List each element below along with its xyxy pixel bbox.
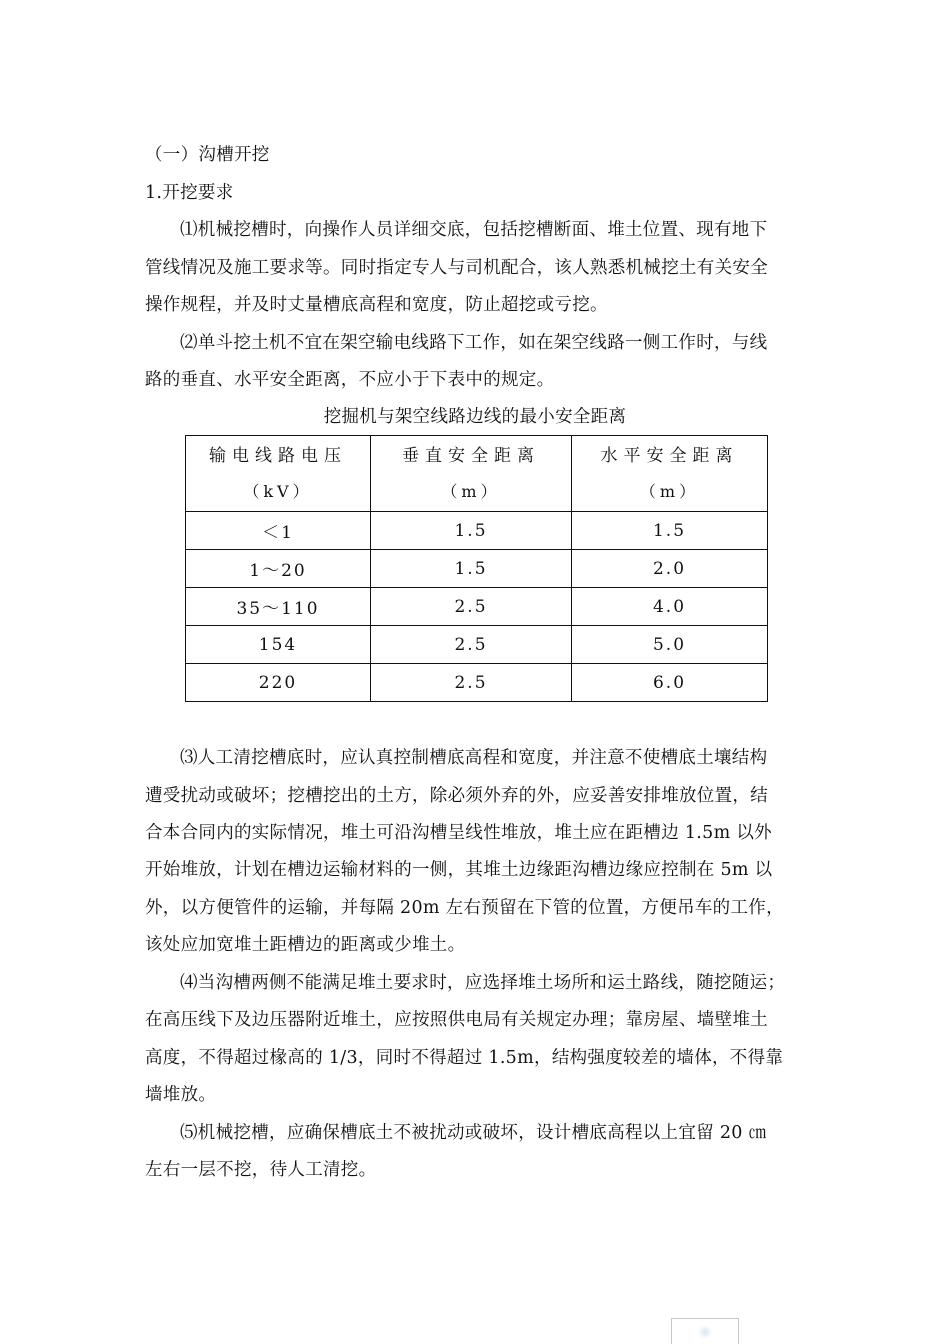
table-caption: 挖掘机与架空线路边线的最小安全距离 <box>323 407 627 427</box>
paragraph-4-line-3: 高度，不得超过椽高的 1/3，同时不得超过 1.5m，结构强度较差的墙体，不得靠 <box>145 1048 784 1068</box>
table-cell: 1.5 <box>572 512 768 550</box>
paragraph-4-line-2: 在高压线下及边压器附近堆土，应按照供电局有关规定办理；靠房屋、墙壁堆土 <box>145 1010 768 1030</box>
table-row <box>186 588 768 626</box>
header-voltage-unit: （kV） <box>243 481 313 501</box>
paragraph-3-line-2: 遭受扰动或破坏；挖槽挖出的土方，除必须外弃的外，应妥善安排堆放位置，结 <box>145 786 768 806</box>
paragraph-3-line-5: 外，以方便管件的运输，并每隔 20m 左右预留在下管的位置，方便吊车的工作， <box>145 898 784 918</box>
header-vertical-label: 垂直安全距离 <box>402 445 540 466</box>
table-row <box>186 512 768 550</box>
safety-distance-table <box>185 435 768 702</box>
table-cell: 2.5 <box>371 588 572 626</box>
table-row <box>186 664 768 702</box>
subsection-heading: 1.开挖要求 <box>145 183 234 203</box>
table-cell: 5.0 <box>572 626 768 664</box>
table-header-row <box>186 436 768 512</box>
header-vertical-unit: （m） <box>441 481 501 501</box>
paragraph-1-line-3: 操作规程，并及时丈量槽底高程和宽度，防止超挖或亏挖。 <box>145 295 608 315</box>
header-horizontal-label: 水平安全距离 <box>600 445 739 466</box>
paragraph-5-line-1: ⑸机械挖槽，应确保槽底土不被扰动或破坏，设计槽底高程以上宜留 20 ㎝ <box>180 1123 767 1143</box>
paragraph-2-line-1: ⑵单斗挖土机不宜在架空输电线路下工作，如在架空线路一侧工作时，与线 <box>180 333 768 353</box>
table-row <box>186 550 768 588</box>
table-cell: 4.0 <box>572 588 768 626</box>
table-cell: ＜1 <box>186 512 371 550</box>
paragraph-3-line-6: 该处应加宽堆土距槽边的距离或少堆土。 <box>145 935 466 955</box>
table-cell: 2.5 <box>371 664 572 702</box>
table-cell: 220 <box>186 664 371 702</box>
table-row <box>186 626 768 664</box>
table-cell: 35～110 <box>186 588 371 626</box>
table-cell: 1.5 <box>371 550 572 588</box>
paragraph-3-line-4: 开始堆放，计划在槽边运输材料的一侧，其堆土边缘距沟槽边缘应控制在 5m 以 <box>145 860 773 880</box>
page-corner-box <box>671 1318 739 1344</box>
paragraph-3-line-3: 合本合同内的实际情况，堆土可沿沟槽呈线性堆放，堆土应在距槽边 1.5m 以外 <box>145 823 772 843</box>
paragraph-4-line-4: 墙堆放。 <box>145 1085 217 1105</box>
table-header-cell <box>371 436 572 512</box>
header-horizontal-unit: （m） <box>639 481 700 501</box>
paragraph-1-line-2: 管线情况及施工要求等。同时指定专人与司机配合，该人熟悉机械挖土有关安全 <box>145 258 768 278</box>
table-cell: 2.0 <box>572 550 768 588</box>
paragraph-2-line-2: 路的垂直、水平安全距离，不应小于下表中的规定。 <box>145 370 555 390</box>
table-cell: 154 <box>186 626 371 664</box>
header-voltage-label: 输电线路电压 <box>209 445 347 466</box>
table-cell: 2.5 <box>371 626 572 664</box>
table-cell: 1.5 <box>371 512 572 550</box>
table-header-cell <box>572 436 768 512</box>
paragraph-4-line-1: ⑷当沟槽两侧不能满足堆土要求时，应选择堆土场所和运土路线，随挖随运； <box>180 973 786 993</box>
paragraph-5-line-2: 左右一层不挖，待人工清挖。 <box>145 1160 377 1180</box>
table-cell: 6.0 <box>572 664 768 702</box>
table-cell: 1～20 <box>186 550 371 588</box>
paragraph-1-line-1: ⑴机械挖槽时，向操作人员详细交底，包括挖槽断面、堆土位置、现有地下 <box>180 220 768 240</box>
paragraph-3-line-1: ⑶人工清挖槽底时，应认真控制槽底高程和宽度，并注意不使槽底土壤结构 <box>180 748 768 768</box>
glint-mark <box>698 1325 712 1339</box>
table-header-cell <box>186 436 371 512</box>
section-heading: （一）沟槽开挖 <box>145 145 270 165</box>
